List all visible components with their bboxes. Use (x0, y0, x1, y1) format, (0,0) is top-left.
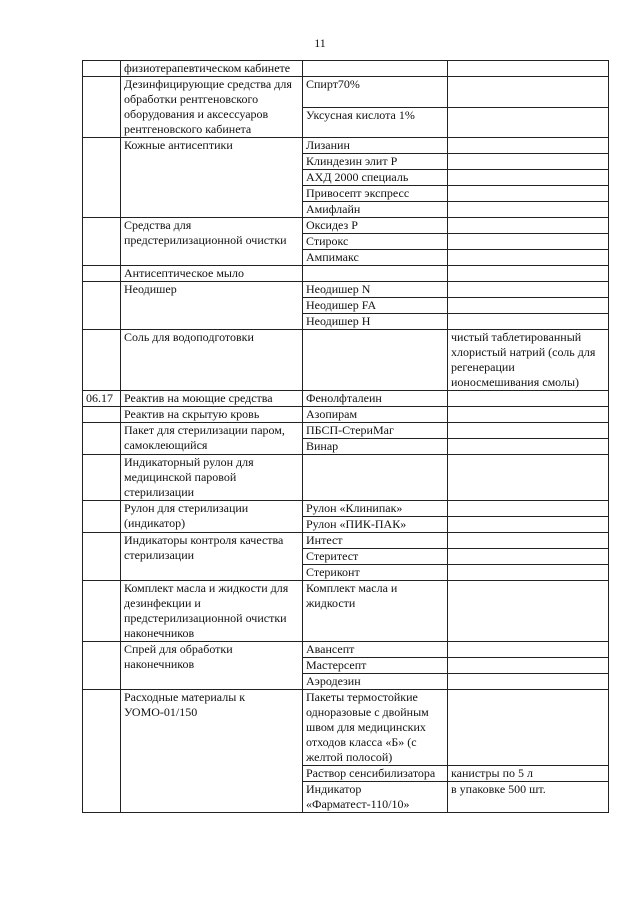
category-cell: физиотерапевтическом кабинете (121, 61, 303, 77)
category-cell: Индикаторный рулон для медицинской паровой стерилизации (121, 455, 303, 501)
note-cell (448, 501, 609, 517)
product-cell (303, 266, 448, 282)
product-cell: Клиндезин элит Р (303, 154, 448, 170)
note-cell (448, 234, 609, 250)
note-cell (448, 642, 609, 658)
category-cell: Спрей для обработки наконечников (121, 642, 303, 690)
product-cell: Лизанин (303, 138, 448, 154)
table-row (83, 77, 609, 108)
product-cell: Привосепт экспресс (303, 186, 448, 202)
product-cell: Комплект масла и жидкости (303, 581, 448, 642)
category-cell: Рулон для стерилизации (индикатор) (121, 501, 303, 533)
product-cell: Ампимакс (303, 250, 448, 266)
category-cell: Антисептическое мыло (121, 266, 303, 282)
row-number-cell (83, 61, 121, 77)
note-cell: канистры по 5 л (448, 766, 609, 782)
note-cell (448, 565, 609, 581)
note-cell (448, 549, 609, 565)
category-cell: Пакет для стерилизации паром, самоклеющийся (121, 423, 303, 455)
category-cell: Расходные материалы к УОМО-01/150 (121, 690, 303, 813)
row-number-cell (83, 330, 121, 391)
row-number-cell (83, 581, 121, 642)
table-row (83, 407, 609, 423)
table-row (83, 138, 609, 154)
note-cell: чистый таблетированный хлористый натрий (соль для регенерации ионосмешивания смолы) (448, 330, 609, 391)
category-cell: Соль для водоподготовки (121, 330, 303, 391)
supplies-table (82, 60, 609, 813)
table-row (83, 423, 609, 439)
table-row (83, 330, 609, 391)
product-cell: Интест (303, 533, 448, 549)
row-number-cell (83, 218, 121, 266)
category-cell: Комплект масла и жидкости для дезинфекции и предстерилизационной очистки наконечников (121, 581, 303, 642)
row-number-cell (83, 282, 121, 330)
note-cell (448, 202, 609, 218)
row-number-cell (83, 690, 121, 813)
category-cell: Индикаторы контроля качества стерилизации (121, 533, 303, 581)
category-cell: Кожные антисептики (121, 138, 303, 218)
row-number-cell (83, 533, 121, 581)
row-number-cell (83, 77, 121, 138)
product-cell (303, 61, 448, 77)
category-cell: Реактив на скрытую кровь (121, 407, 303, 423)
product-cell: Пакеты термостойкие одноразовые с двойным швом для медицинских отходов класса «Б» (с желтой полосой) (303, 690, 448, 766)
product-cell: Неодишер N (303, 282, 448, 298)
row-number-cell (83, 501, 121, 533)
note-cell (448, 581, 609, 642)
note-cell (448, 658, 609, 674)
note-cell (448, 61, 609, 77)
note-cell (448, 423, 609, 439)
category-cell: Неодишер (121, 282, 303, 330)
note-cell (448, 439, 609, 455)
table-row (83, 282, 609, 298)
table-row (83, 391, 609, 407)
product-cell: Оксидез Р (303, 218, 448, 234)
product-cell: Неодишер Н (303, 314, 448, 330)
category-cell: Средства для предстерилизационной очистки (121, 218, 303, 266)
category-cell: Реактив на моющие средства (121, 391, 303, 407)
product-cell: Фенолфталеин (303, 391, 448, 407)
note-cell (448, 455, 609, 501)
product-cell: Индикатор «Фарматест-110/10» (303, 782, 448, 813)
page-number: 11 (314, 36, 326, 50)
product-cell: Стирокс (303, 234, 448, 250)
product-cell: ПБСП-СтериМаг (303, 423, 448, 439)
note-cell (448, 266, 609, 282)
row-number-cell: 06.17 (83, 391, 121, 407)
product-cell: Стериконт (303, 565, 448, 581)
note-cell (448, 138, 609, 154)
table-row (83, 581, 609, 642)
note-cell (448, 250, 609, 266)
product-cell: АХД 2000 специаль (303, 170, 448, 186)
product-cell: Раствор сенсибилизатора (303, 766, 448, 782)
product-cell: Аэродезин (303, 674, 448, 690)
product-cell: Винар (303, 439, 448, 455)
note-cell: в упаковке 500 шт. (448, 782, 609, 813)
row-number-cell (83, 407, 121, 423)
product-cell: Рулон «Клинипак» (303, 501, 448, 517)
row-number-cell (83, 455, 121, 501)
product-cell: Спирт70% (303, 77, 448, 108)
note-cell (448, 517, 609, 533)
note-cell (448, 298, 609, 314)
row-number-cell (83, 266, 121, 282)
row-number-cell (83, 138, 121, 218)
product-cell: Мастерсепт (303, 658, 448, 674)
table-row (83, 690, 609, 766)
product-cell: Амифлайн (303, 202, 448, 218)
category-cell: Дезинфицирующие средства для обработки рентгеновского оборудования и аксессуаров рентгеновского кабинета (121, 77, 303, 138)
table-row (83, 533, 609, 549)
note-cell (448, 218, 609, 234)
row-number-cell (83, 423, 121, 455)
note-cell (448, 391, 609, 407)
product-cell (303, 330, 448, 391)
product-cell: Неодишер FA (303, 298, 448, 314)
supplies-table-body (83, 61, 609, 813)
note-cell (448, 186, 609, 202)
product-cell: Азопирам (303, 407, 448, 423)
product-cell (303, 455, 448, 501)
note-cell (448, 533, 609, 549)
table-row (83, 501, 609, 517)
note-cell (448, 282, 609, 298)
product-cell: Рулон «ПИК-ПАК» (303, 517, 448, 533)
product-cell: Авансепт (303, 642, 448, 658)
note-cell (448, 690, 609, 766)
note-cell (448, 107, 609, 138)
product-cell: Уксусная кислота 1% (303, 107, 448, 138)
note-cell (448, 407, 609, 423)
table-row (83, 61, 609, 77)
product-cell: Стеритест (303, 549, 448, 565)
note-cell (448, 170, 609, 186)
note-cell (448, 77, 609, 108)
row-number-cell (83, 642, 121, 690)
note-cell (448, 674, 609, 690)
note-cell (448, 154, 609, 170)
table-row (83, 642, 609, 658)
table-row (83, 218, 609, 234)
table-row (83, 266, 609, 282)
note-cell (448, 314, 609, 330)
table-row (83, 455, 609, 501)
